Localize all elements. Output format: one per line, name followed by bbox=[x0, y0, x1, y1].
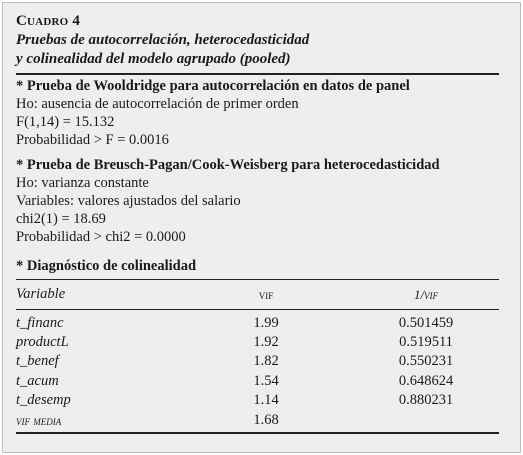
table-row-mean bbox=[16, 411, 499, 430]
row-vif: 1.99 bbox=[253, 315, 279, 331]
breusch-hypothesis: Ho: varianza constante bbox=[16, 175, 149, 191]
table-subtitle-line-2: y colinealidad del modelo agrupado (pooled) bbox=[16, 51, 291, 67]
row-vif: 1.82 bbox=[253, 353, 279, 369]
row-vif: 1.54 bbox=[253, 373, 279, 389]
column-header-inverse-vif bbox=[376, 285, 476, 305]
table-title: Cuadro 4 bbox=[16, 13, 81, 29]
row-vif: 1.14 bbox=[253, 392, 279, 408]
row-inverse-vif: 0.648624 bbox=[398, 373, 454, 389]
row-inverse-vif: 0.519511 bbox=[399, 334, 453, 350]
row-vif: 1.68 bbox=[253, 412, 279, 428]
row-variable: t_benef bbox=[16, 353, 59, 369]
row-inverse-vif: 0.880231 bbox=[398, 392, 454, 408]
table-row bbox=[16, 333, 499, 352]
row-vif: 1.92 bbox=[253, 334, 279, 350]
breusch-heading: * Prueba de Breusch-Pagan/Cook-Weisberg para heterocedasticidad bbox=[16, 157, 440, 173]
table-header bbox=[16, 285, 499, 304]
wooldridge-section bbox=[16, 77, 499, 149]
row-variable: productL bbox=[16, 334, 69, 350]
table-row bbox=[16, 391, 499, 410]
row-inverse-vif: 0.501459 bbox=[398, 315, 454, 331]
row-inverse-vif: 0.550231 bbox=[398, 353, 454, 369]
wooldridge-statistic: F(1,14) = 15.132 bbox=[16, 114, 115, 130]
bottom-rule bbox=[16, 432, 499, 434]
breusch-section bbox=[16, 156, 499, 246]
column-header-vif: vif bbox=[258, 287, 274, 302]
table-row bbox=[16, 314, 499, 333]
row-variable: vif media bbox=[16, 413, 62, 428]
wooldridge-hypothesis: Ho: ausencia de autocorrelación de primer orden bbox=[16, 96, 299, 112]
row-variable: t_financ bbox=[16, 315, 64, 331]
wooldridge-probability: Probabilidad > F = 0.0016 bbox=[16, 132, 169, 148]
table-row bbox=[16, 352, 499, 371]
column-header-variable: Variable bbox=[16, 286, 66, 302]
table-subtitle-line-1: Pruebas de autocorrelación, heterocedasticidad bbox=[16, 32, 310, 48]
table-row bbox=[16, 372, 499, 391]
breusch-variables: Variables: valores ajustados del salario bbox=[16, 193, 241, 209]
row-variable: t_desemp bbox=[16, 392, 71, 408]
table-header-top-rule bbox=[16, 279, 499, 280]
colinealidad-heading: * Diagnóstico de colinealidad bbox=[16, 258, 197, 274]
top-rule bbox=[16, 73, 499, 75]
table-header-bottom-rule bbox=[16, 309, 499, 310]
column-header-inverse-vif-label: 1/vif bbox=[413, 287, 439, 302]
colinealidad-section bbox=[16, 257, 499, 275]
breusch-statistic: chi2(1) = 18.69 bbox=[16, 211, 106, 227]
wooldridge-heading: * Prueba de Wooldridge para autocorrelación en datos de panel bbox=[16, 78, 410, 94]
breusch-probability: Probabilidad > chi2 = 0.0000 bbox=[16, 229, 186, 245]
row-variable: t_acum bbox=[16, 373, 59, 389]
